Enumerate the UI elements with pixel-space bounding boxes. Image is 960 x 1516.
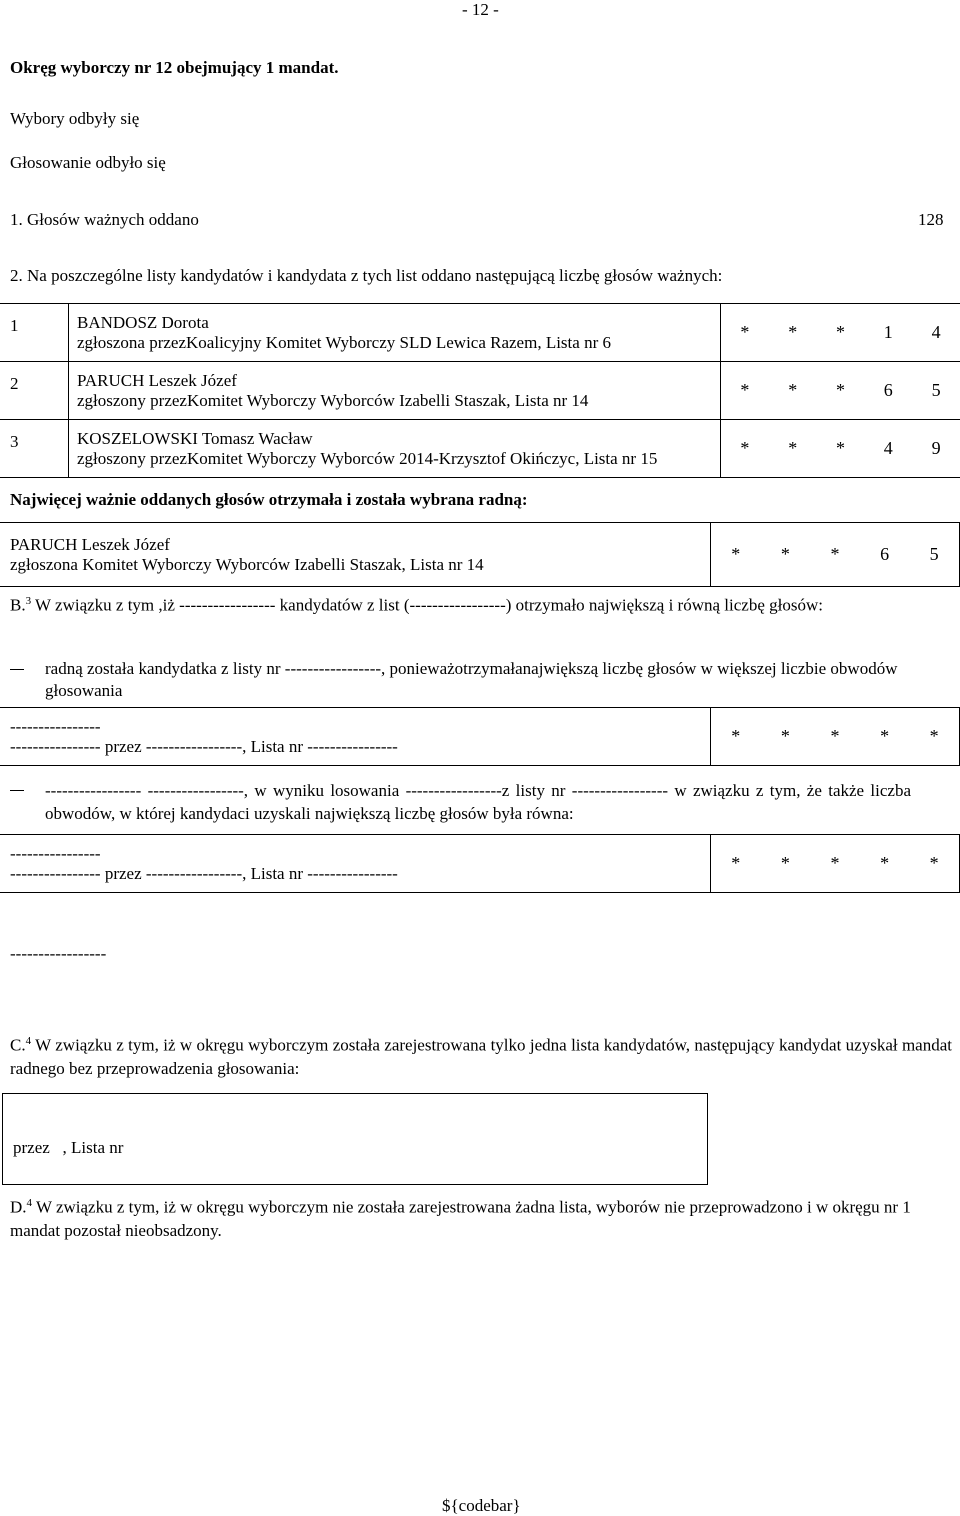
vote-digit: * xyxy=(830,726,840,746)
tie-box-2 xyxy=(0,834,960,893)
vote-digit: 1 xyxy=(883,322,893,342)
elected-desc: zgłoszona Komitet Wyborczy Wyborców Izabelli Staszak, Lista nr 14 xyxy=(10,554,484,574)
votes-cell xyxy=(721,304,960,362)
candidate-cell xyxy=(69,304,721,362)
votes-cell xyxy=(721,362,960,420)
district-heading: Okręg wyborczy nr 12 obejmujący 1 mandat. xyxy=(10,58,339,77)
vote-digit: * xyxy=(835,322,845,342)
elections-held-line: Wybory odbyły się xyxy=(10,109,140,128)
list-dash xyxy=(10,790,24,791)
vote-digit: * xyxy=(740,322,750,342)
vote-digit: * xyxy=(731,853,741,873)
voting-held-line: Głosowanie odbyło się xyxy=(10,153,166,172)
vote-digit: 4 xyxy=(931,322,941,342)
table-row xyxy=(0,420,960,478)
candidate-desc: zgłoszona przezKoalicyjny Komitet Wyborczy SLD Lewica Razem, Lista nr 6 xyxy=(77,332,611,352)
candidates-table xyxy=(0,303,960,478)
vote-digit: 5 xyxy=(931,380,941,400)
vote-digit: * xyxy=(788,322,798,342)
vote-digit: * xyxy=(740,380,750,400)
votes-cell xyxy=(711,708,960,766)
vote-digit: * xyxy=(780,544,790,564)
section-b-item1: radną została kandydatka z listy nr -----------------, ponieważotrzymałanajwiększą liczbę głosów w większej liczbie obwodów głosowania xyxy=(45,659,898,700)
table-row xyxy=(0,835,960,893)
footnote-ref: 4 xyxy=(26,1197,33,1209)
vote-digit: 5 xyxy=(929,544,939,564)
tie-box-text xyxy=(0,835,711,893)
elected-name: PARUCH Leszek Józef xyxy=(10,534,170,554)
footer-codebar: ${codebar} xyxy=(442,1496,521,1515)
table-row xyxy=(0,708,960,766)
distribution-label: 2. Na poszczególne listy kandydatów i kandydata z tych list oddano następującą liczbę głosów ważnych: xyxy=(10,266,723,285)
vote-digit: * xyxy=(788,380,798,400)
votes-cell xyxy=(711,523,960,587)
section-b-text: W związku z tym ,iż ----------------- kandydatów z list (-----------------) otrzymało największą i równą liczbę głosów: xyxy=(31,595,823,615)
section-d-letter: D. xyxy=(10,1197,27,1217)
tie-box-text xyxy=(0,708,711,766)
vote-digit: 6 xyxy=(883,380,893,400)
section-c-letter: C. xyxy=(10,1035,26,1055)
candidate-name: PARUCH Leszek Józef xyxy=(77,370,237,390)
candidate-desc: zgłoszony przezKomitet Wyborczy Wyborców Izabelli Staszak, Lista nr 14 xyxy=(77,390,589,410)
table-row xyxy=(0,304,960,362)
candidate-cell xyxy=(69,420,721,478)
candidate-desc: zgłoszony przezKomitet Wyborczy Wyborców 2014-Krzysztof Okińczyc, Lista nr 15 xyxy=(77,448,658,468)
tie-line: ---------------- przez -----------------, Lista nr ---------------- xyxy=(10,863,398,883)
candidate-cell xyxy=(69,362,721,420)
vote-digit: * xyxy=(880,726,890,746)
section-c-text: W związku z tym, iż w okręgu wyborczym została zarejestrowana tylko jedna lista kandydatów, następujący kandydat uzyskał mandat radnego bez przeprowadzenia głosowania: xyxy=(10,1035,952,1078)
vote-digit: * xyxy=(740,438,750,458)
page-number: - 12 - xyxy=(462,0,499,19)
vote-digit: 9 xyxy=(931,438,941,458)
elected-cell xyxy=(0,523,711,587)
candidate-number: 2 xyxy=(0,362,69,420)
valid-votes-value: 128 xyxy=(918,210,944,229)
list-dash xyxy=(10,669,24,670)
vote-digit: * xyxy=(731,544,741,564)
section-b-letter: B. xyxy=(10,595,26,615)
vote-digit: * xyxy=(835,380,845,400)
tie-line: ---------------- xyxy=(10,716,101,736)
elected-table xyxy=(0,522,960,587)
valid-votes-label: 1. Głosów ważnych oddano xyxy=(10,210,199,229)
vote-digit: * xyxy=(731,726,741,746)
candidate-name: KOSZELOWSKI Tomasz Wacław xyxy=(77,428,313,448)
vote-digit: * xyxy=(929,726,939,746)
vote-digit: 6 xyxy=(880,544,890,564)
vote-digit: * xyxy=(788,438,798,458)
vote-digit: 4 xyxy=(883,438,893,458)
candidate-number: 1 xyxy=(0,304,69,362)
vote-digit: * xyxy=(929,853,939,873)
footnote-ref: 4 xyxy=(25,1035,32,1047)
vote-digit: * xyxy=(780,726,790,746)
tie-box-1 xyxy=(0,707,960,766)
candidate-number: 3 xyxy=(0,420,69,478)
vote-digit: * xyxy=(880,853,890,873)
vote-digit: * xyxy=(835,438,845,458)
vote-digit: * xyxy=(780,853,790,873)
elected-heading: Najwięcej ważnie oddanych głosów otrzymała i została wybrana radną: xyxy=(10,490,528,509)
section-b-paragraph xyxy=(10,590,952,617)
votes-cell xyxy=(711,835,960,893)
tie-line: ---------------- przez -----------------, Lista nr ---------------- xyxy=(10,736,398,756)
section-b-trailing: ----------------- xyxy=(10,944,107,963)
section-c-paragraph xyxy=(10,1030,952,1080)
tie-line: ---------------- xyxy=(10,843,101,863)
candidate-name: BANDOSZ Dorota xyxy=(77,312,209,332)
vote-digit: * xyxy=(830,544,840,564)
section-b-item2: ----------------- -----------------, w wyniku losowania -----------------z listy nr ----------------- w związku z tym, że także liczba obwodów, w której kandydaci uzyskali największą liczbę głosów była równa: xyxy=(45,781,911,823)
section-d-text: W związku z tym, iż w okręgu wyborczym nie została zarejestrowana żadna lista, wyborów nie przeprowadzono i w okręgu nr 1 mandat pozostał nieobsadzony. xyxy=(10,1197,911,1240)
unopposed-box xyxy=(2,1093,708,1185)
votes-cell xyxy=(721,420,960,478)
table-row xyxy=(0,523,960,587)
unopposed-box-text: przez , Lista nr xyxy=(13,1138,124,1157)
footnote-ref: 3 xyxy=(25,595,32,607)
table-row xyxy=(0,362,960,420)
vote-digit: * xyxy=(830,853,840,873)
section-d-paragraph xyxy=(10,1192,955,1242)
